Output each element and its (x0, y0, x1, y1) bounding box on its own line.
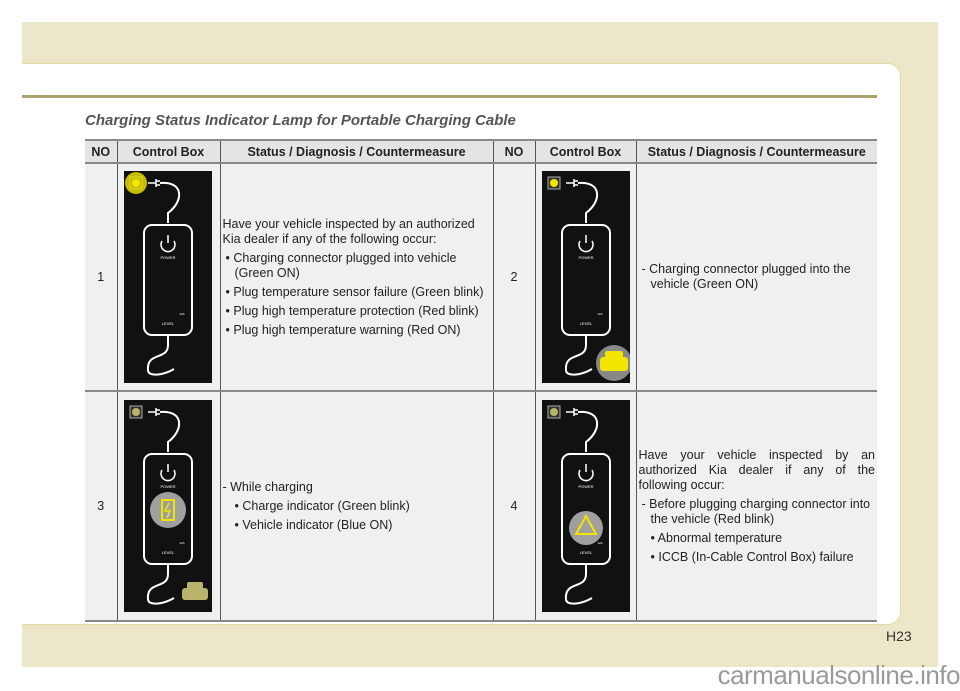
svg-text:POWER: POWER (577, 255, 594, 260)
svg-text:12A: 12A (178, 312, 185, 316)
list-item: • Charge indicator (Green blink) (234, 498, 410, 513)
control-box-image-4 (542, 400, 630, 612)
svg-text:12A: 12A (596, 312, 603, 316)
control-box-image-1 (124, 171, 214, 383)
svg-text:LEVEL: LEVEL (161, 550, 174, 555)
control-box-image-3 (124, 400, 214, 612)
warning-icon (569, 511, 603, 545)
svg-text:LEVEL: LEVEL (161, 321, 174, 326)
header-control-box-2: Control Box (535, 140, 636, 163)
status-cell (220, 391, 493, 621)
list-item: • Plug high temperature protection (Red blink) (225, 303, 479, 318)
status-table (85, 139, 877, 622)
list-item: • ICCB (In-Cable Control Box) failure (650, 549, 854, 564)
header-status-2: Status / Diagnosis / Countermeasure (636, 140, 877, 163)
svg-text:POWER: POWER (577, 484, 594, 489)
lead-text: - Before plugging charging connector into the vehicle (Red blink) (641, 496, 871, 526)
svg-text:LEVEL: LEVEL (579, 321, 592, 326)
control-box-image-2 (542, 171, 630, 383)
control-box-drawing (124, 171, 212, 383)
control-box-drawing (124, 400, 212, 612)
svg-text:POWER: POWER (159, 255, 176, 260)
status-cell (636, 163, 877, 391)
charge-indicator-icon (150, 492, 186, 528)
watermark: carmanualsonline.info (717, 660, 960, 690)
header-rule (22, 95, 877, 98)
intro-text: Have your vehicle inspected by an authorized Kia dealer if any of the following occur: (638, 447, 875, 492)
list-item: • Abnormal temperature (650, 530, 783, 545)
row-no: 4 (493, 391, 535, 621)
table-header (85, 140, 877, 163)
glow-icon (125, 172, 147, 194)
header-no-2: NO (493, 140, 535, 163)
list-item: • Vehicle indicator (Blue ON) (234, 517, 393, 532)
svg-text:12A: 12A (596, 541, 603, 545)
intro-text: Have your vehicle inspected by an authorized Kia dealer if any of the following occur: (222, 216, 475, 246)
status-cell (220, 163, 493, 391)
status-cell (636, 391, 877, 621)
row-no: 3 (85, 391, 117, 621)
table-row (85, 391, 877, 621)
list-item: • Charging connector plugged into vehicle (Green ON) (225, 250, 457, 280)
svg-text:POWER: POWER (159, 484, 176, 489)
list-item: • Plug temperature sensor failure (Green blink) (225, 284, 484, 299)
list-item: - Charging connector plugged into the vehicle (Green ON) (641, 262, 851, 291)
list-item: • Plug high temperature warning (Red ON) (225, 322, 461, 337)
table-row (85, 163, 877, 391)
page-number: H23 (886, 628, 912, 644)
row-no: 2 (493, 163, 535, 391)
control-box-drawing (542, 400, 630, 612)
lead-text: - While charging (222, 479, 313, 494)
header-no: NO (85, 140, 117, 163)
svg-text:12A: 12A (178, 541, 185, 545)
section-title: Charging Status Indicator Lamp for Portable Charging Cable (85, 112, 516, 129)
svg-text:LEVEL: LEVEL (579, 550, 592, 555)
header-status: Status / Diagnosis / Countermeasure (220, 140, 493, 163)
control-box-drawing (542, 171, 630, 383)
header-control-box: Control Box (117, 140, 220, 163)
row-no: 1 (85, 163, 117, 391)
